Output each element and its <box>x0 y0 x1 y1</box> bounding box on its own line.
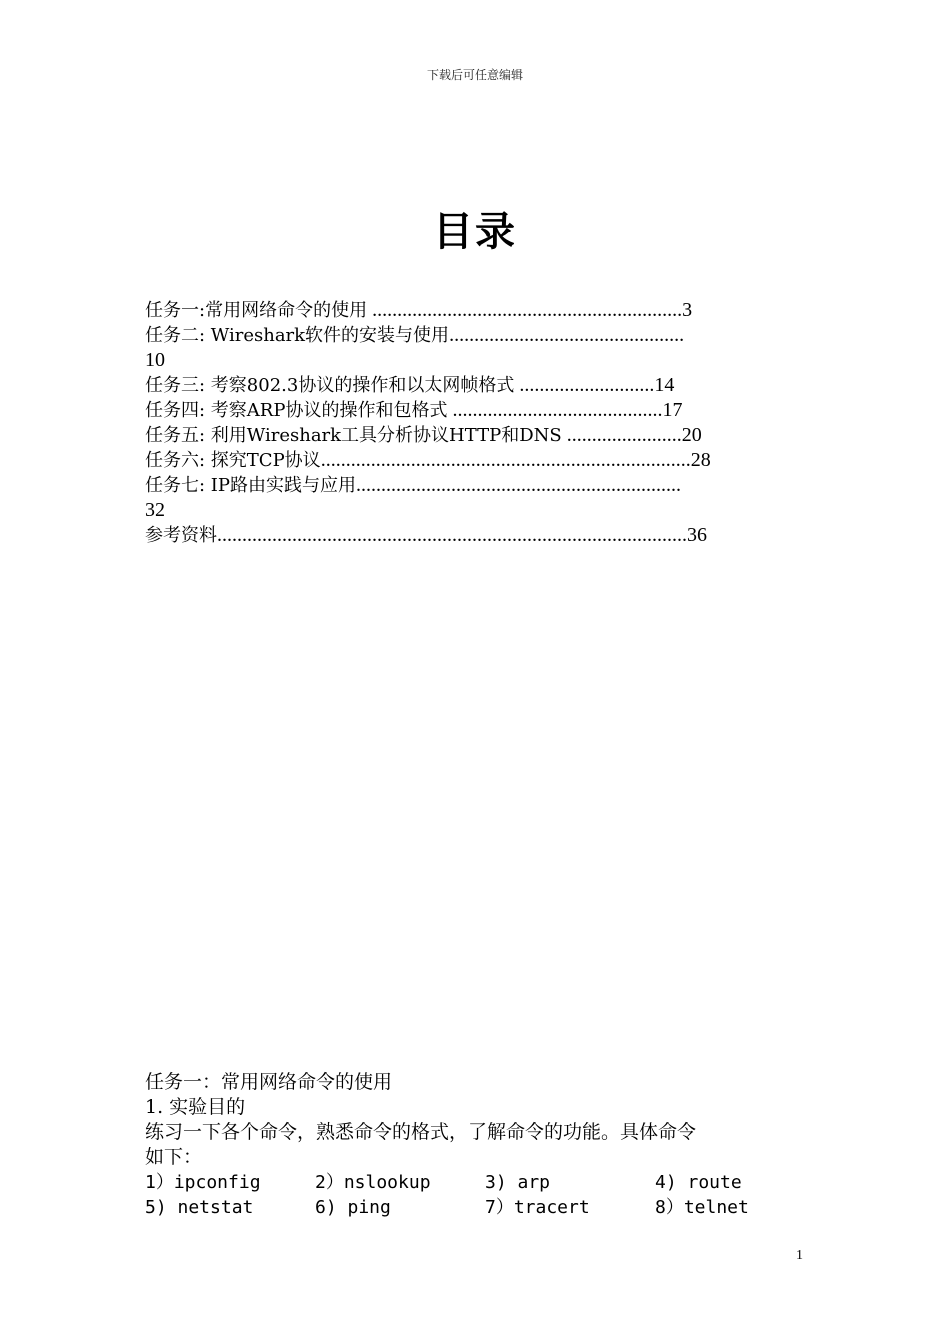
toc-page-number: 10 <box>145 349 165 371</box>
command-item: 6) ping <box>315 1197 391 1218</box>
command-item: 1）ipconfig <box>145 1172 261 1193</box>
toc-entry-label: 任务三: 考察802.3协议的操作和以太网帧格式 <box>145 375 515 396</box>
command-item: 2）nslookup <box>315 1172 431 1193</box>
toc-page-number: 3 <box>682 299 693 321</box>
toc-entry-label: 任务六: 探究TCP协议 <box>145 450 321 471</box>
toc-title: 目录 <box>433 208 517 255</box>
toc-page-number: 17 <box>662 399 683 421</box>
page-number: 1 <box>796 1248 803 1263</box>
toc-entry[interactable] <box>145 473 825 498</box>
toc-entry-label: 任务一:常用网络命令的使用 <box>145 300 368 321</box>
toc-page-number: 28 <box>690 449 711 471</box>
section-heading: 任务一：常用网络命令的使用 <box>145 1071 393 1093</box>
toc-leader-dots: ................................................................. <box>356 474 682 496</box>
toc-entry-continuation <box>145 348 825 373</box>
toc-entry[interactable] <box>145 423 825 448</box>
toc-page-number: 36 <box>687 524 707 546</box>
toc-entry[interactable] <box>145 373 825 398</box>
toc-entry[interactable] <box>145 523 825 548</box>
command-item: 7）tracert <box>485 1197 590 1218</box>
paragraph: 练习一下各个命令，熟悉命令的格式，了解命令的功能。具体命令 <box>145 1121 697 1143</box>
command-list <box>145 1170 825 1220</box>
toc-entry-label: 任务五: 利用Wireshark工具分析协议HTTP和DNS <box>145 425 562 446</box>
section-subheading: 1. 实验目的 <box>145 1096 246 1118</box>
toc-leader-dots: ............................................... <box>449 324 685 346</box>
toc-entry[interactable] <box>145 398 825 423</box>
toc-entry-label: 参考资料 <box>145 525 217 546</box>
toc-leader-dots: ....................... <box>561 424 682 446</box>
command-row <box>145 1195 825 1220</box>
command-item: 8）telnet <box>655 1197 749 1218</box>
toc-entry-continuation <box>145 498 825 523</box>
command-row <box>145 1170 825 1195</box>
toc-leader-dots: .......................................... <box>447 399 663 421</box>
command-item: 3) arp <box>485 1172 551 1193</box>
toc-leader-dots: .......................................................................... <box>320 449 691 471</box>
page-header: 下载后可任意编辑 <box>426 68 523 82</box>
toc-leader-dots: ........................... <box>514 374 655 396</box>
table-of-contents <box>145 298 825 548</box>
toc-entry[interactable] <box>145 323 825 348</box>
toc-entry-label: 任务七: IP路由实践与应用 <box>145 475 357 496</box>
command-item: 4) route <box>655 1172 742 1193</box>
toc-entry[interactable] <box>145 448 825 473</box>
toc-entry-label: 任务四: 考察ARP协议的操作和包格式 <box>145 400 448 421</box>
task-one-section <box>145 1070 825 1220</box>
toc-page-number: 14 <box>654 374 675 396</box>
command-item: 5) netstat <box>145 1197 254 1218</box>
toc-leader-dots: .............................................................................................. <box>217 524 687 546</box>
toc-entry[interactable] <box>145 298 825 323</box>
toc-entry-label: 任务二: Wireshark软件的安装与使用 <box>145 325 450 346</box>
paragraph: 如下： <box>145 1146 203 1168</box>
toc-leader-dots: .............................................................. <box>367 299 683 321</box>
toc-page-number: 20 <box>681 424 702 446</box>
toc-page-number: 32 <box>145 499 165 521</box>
